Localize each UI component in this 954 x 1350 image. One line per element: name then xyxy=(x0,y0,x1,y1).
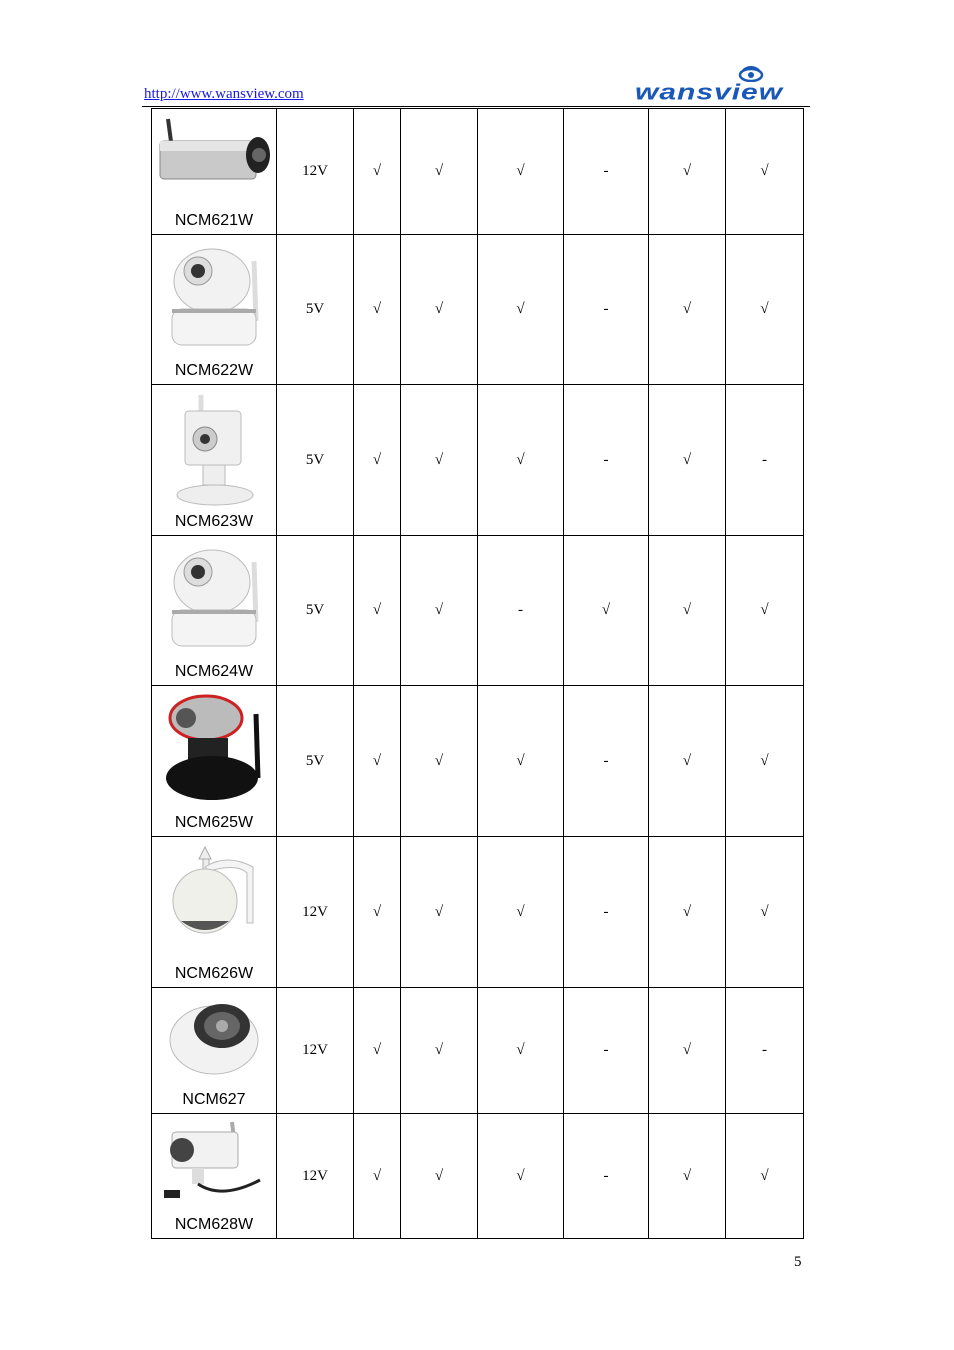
feature-cell: - xyxy=(564,385,649,536)
feature-cell: √ xyxy=(401,235,478,385)
feature-cell: √ xyxy=(354,837,401,988)
model-cell xyxy=(152,837,277,988)
feature-cell: - xyxy=(564,686,649,837)
model-cell xyxy=(152,988,277,1114)
power-cell: 12V xyxy=(277,1114,354,1239)
table-row xyxy=(152,536,804,686)
table-row xyxy=(152,686,804,837)
feature-cell: √ xyxy=(354,536,401,686)
feature-cell: - xyxy=(564,109,649,235)
feature-cell: √ xyxy=(401,837,478,988)
model-name: NCM626W xyxy=(174,965,254,982)
model-cell xyxy=(152,1114,277,1239)
feature-cell: √ xyxy=(354,235,401,385)
feature-cell: √ xyxy=(649,235,726,385)
table-row xyxy=(152,837,804,988)
wall-dome-camera-icon xyxy=(167,843,261,948)
feature-cell: - xyxy=(564,837,649,988)
model-name: NCM625W xyxy=(174,814,254,831)
feature-cell: √ xyxy=(726,109,804,235)
feature-cell: √ xyxy=(649,686,726,837)
feature-cell: √ xyxy=(726,837,804,988)
dome-camera-icon xyxy=(166,994,262,1083)
model-name: NCM628W xyxy=(174,1216,254,1233)
feature-cell: - xyxy=(478,536,564,686)
camera-spec-table xyxy=(151,108,804,1239)
page-number: 5 xyxy=(794,1254,802,1270)
power-cell: 5V xyxy=(277,686,354,837)
bullet-camera-icon xyxy=(158,115,270,200)
feature-cell: √ xyxy=(401,109,478,235)
feature-cell: √ xyxy=(649,988,726,1114)
power-cell: 5V xyxy=(277,385,354,536)
feature-cell: √ xyxy=(478,686,564,837)
table-row xyxy=(152,109,804,235)
model-name: NCM622W xyxy=(174,362,254,379)
feature-cell: √ xyxy=(354,385,401,536)
feature-cell: √ xyxy=(478,385,564,536)
power-cell: 12V xyxy=(277,988,354,1114)
feature-cell: √ xyxy=(478,837,564,988)
feature-cell: √ xyxy=(649,1114,726,1239)
pan-tilt-camera-icon xyxy=(164,241,264,356)
table-row xyxy=(152,385,804,536)
feature-cell: √ xyxy=(354,109,401,235)
model-name: NCM621W xyxy=(174,212,254,229)
model-cell xyxy=(152,109,277,235)
model-cell xyxy=(152,385,277,536)
model-cell xyxy=(152,686,277,837)
table-row xyxy=(152,988,804,1114)
feature-cell: √ xyxy=(401,1114,478,1239)
feature-cell: - xyxy=(726,988,804,1114)
website-link[interactable]: http://www.wansview.com xyxy=(144,86,304,102)
header-rule xyxy=(142,106,810,107)
table-row xyxy=(152,235,804,385)
feature-cell: √ xyxy=(478,235,564,385)
power-cell: 12V xyxy=(277,109,354,235)
model-name: NCM623W xyxy=(174,513,254,530)
feature-cell: √ xyxy=(649,385,726,536)
feature-cell: √ xyxy=(401,988,478,1114)
power-cell: 5V xyxy=(277,235,354,385)
feature-cell: √ xyxy=(354,1114,401,1239)
feature-cell: √ xyxy=(401,385,478,536)
feature-cell: √ xyxy=(401,686,478,837)
pan-tilt-camera-icon xyxy=(164,542,264,657)
feature-cell: √ xyxy=(354,988,401,1114)
feature-cell: √ xyxy=(354,686,401,837)
feature-cell: - xyxy=(726,385,804,536)
feature-cell: √ xyxy=(564,536,649,686)
feature-cell: √ xyxy=(649,837,726,988)
feature-cell: - xyxy=(564,235,649,385)
model-name: NCM627 xyxy=(182,1091,246,1108)
feature-cell: √ xyxy=(726,686,804,837)
cube-camera-icon xyxy=(171,391,257,514)
outdoor-bullet-camera-icon xyxy=(162,1120,266,1213)
wansview-logo xyxy=(633,66,809,104)
feature-cell: - xyxy=(564,1114,649,1239)
model-cell xyxy=(152,536,277,686)
black-pan-tilt-camera-icon xyxy=(162,692,266,809)
power-cell: 12V xyxy=(277,837,354,988)
power-cell: 5V xyxy=(277,536,354,686)
feature-cell: - xyxy=(564,988,649,1114)
feature-cell: √ xyxy=(478,1114,564,1239)
feature-cell: √ xyxy=(478,109,564,235)
feature-cell: √ xyxy=(401,536,478,686)
model-name: NCM624W xyxy=(174,663,254,680)
feature-cell: √ xyxy=(478,988,564,1114)
feature-cell: √ xyxy=(726,235,804,385)
feature-cell: √ xyxy=(649,109,726,235)
feature-cell: √ xyxy=(726,1114,804,1239)
feature-cell: √ xyxy=(726,536,804,686)
model-cell xyxy=(152,235,277,385)
feature-cell: √ xyxy=(649,536,726,686)
table-row xyxy=(152,1114,804,1239)
logo-text: wansview xyxy=(635,80,784,105)
